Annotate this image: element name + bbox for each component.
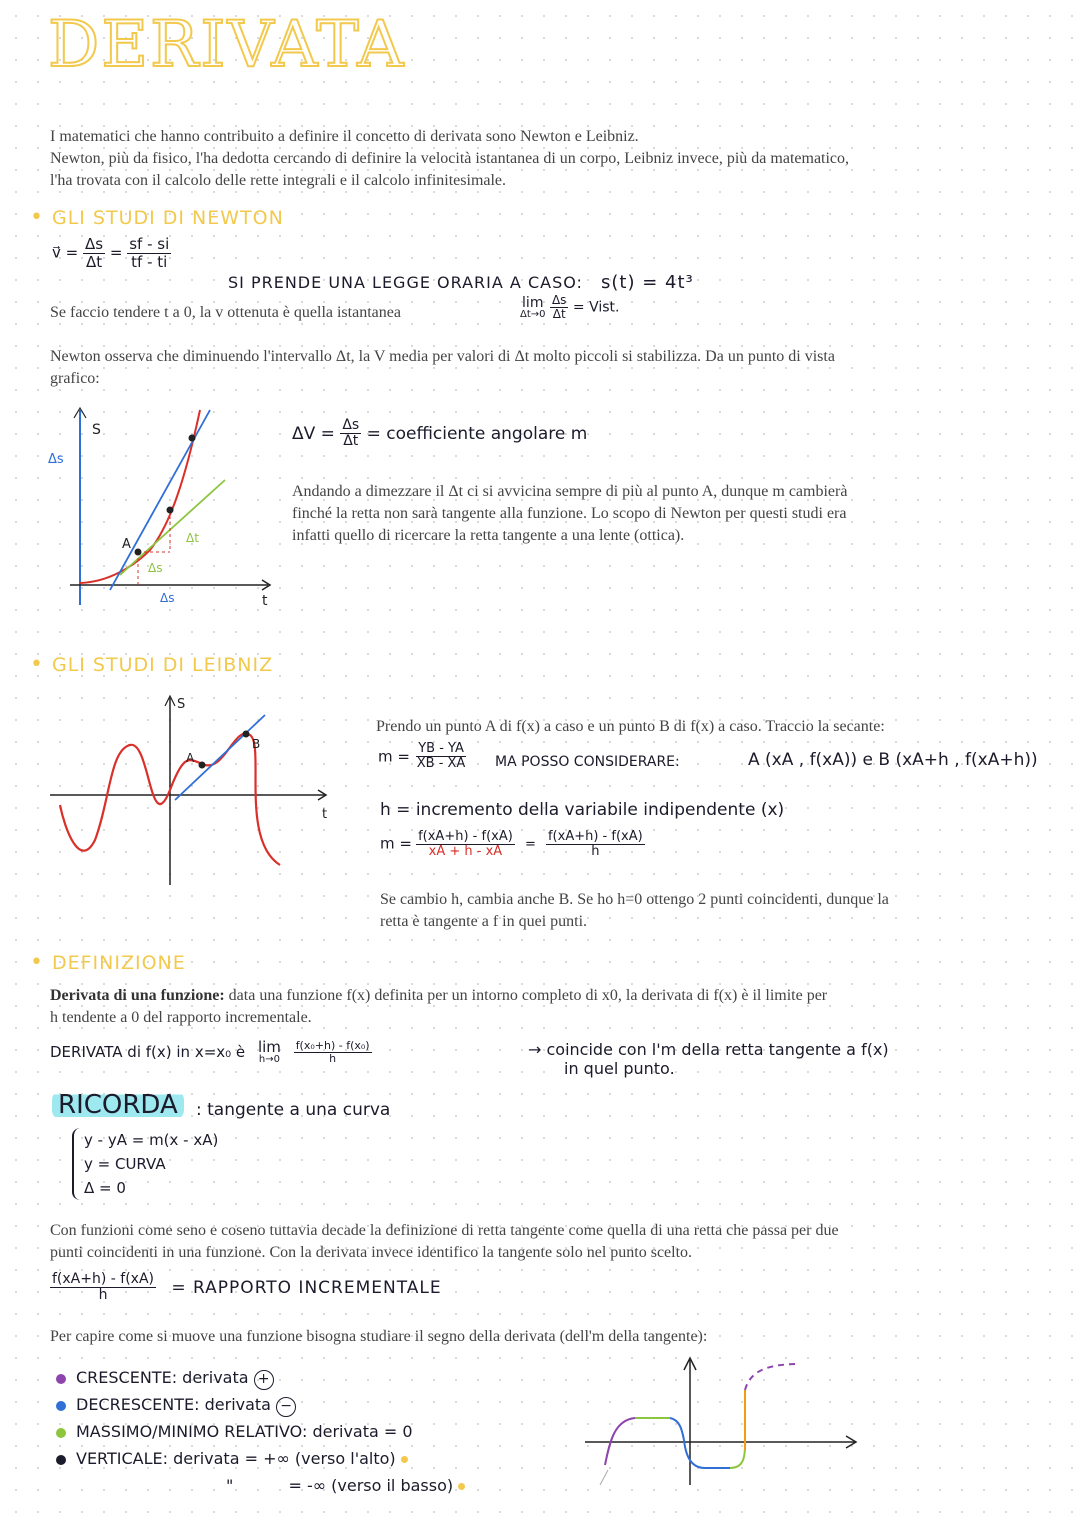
heading-text: DEFINIZIONE — [51, 952, 186, 974]
h-def-text: h = incremento della variabile indipendente (x) — [380, 800, 785, 820]
list-item — [56, 1445, 475, 1472]
tangent-system — [72, 1128, 218, 1200]
verticale-note: (verso l'alto) — [294, 1449, 396, 1468]
axis-label-t: t — [262, 593, 268, 609]
axis-label-s: S — [177, 697, 186, 712]
derivata-text: DERIVATA di f(x) in x=x₀ è — [50, 1043, 246, 1062]
legge-oraria — [228, 272, 694, 293]
axis-label-s: S — [92, 422, 101, 438]
list-item — [56, 1364, 475, 1391]
ricorda-label: RICORDA — [52, 1090, 184, 1120]
dimezzare-paragraph — [292, 481, 1012, 547]
list-item — [56, 1418, 475, 1445]
heading-text: GLI STUDI DI NEWTON — [51, 207, 284, 229]
label-dt: Δt — [186, 531, 199, 545]
flat-segment — [730, 1445, 745, 1468]
coincide-note — [528, 1040, 1063, 1078]
osserva-line: grafico: — [50, 370, 100, 387]
label-a: A — [186, 751, 195, 765]
verticale2-note: (verso il basso) — [331, 1476, 454, 1495]
point-b — [243, 731, 250, 738]
m3-fraction: $\frac{f(xA+h) - f(xA)}{h}$ — [547, 829, 643, 860]
verticale-value: derivata = +∞ — [173, 1449, 290, 1468]
derivata-formula — [50, 1040, 372, 1065]
plus-circle-icon: + — [254, 1370, 274, 1390]
verticale2-value: = -∞ — [288, 1476, 327, 1495]
list-item — [56, 1472, 475, 1499]
tick-mark — [600, 1470, 608, 1485]
h-definition — [380, 800, 784, 820]
definizione-text: data una funzione f(x) definita per un intorno completo di x0, la derivata di f(x) è il limite per — [224, 987, 828, 1004]
dim-line: Andando a dimezzare il Δt ci si avvicina sempre di più al punto A, dunque m cambierà — [292, 483, 848, 500]
bullet-dot — [56, 1428, 66, 1438]
label-a: A — [122, 537, 131, 552]
label-ds-bottom: Δs — [160, 591, 175, 605]
massimo-value: derivata = 0 — [312, 1422, 413, 1441]
definizione-line: h tendente a 0 del rapporto incrementale. — [50, 1009, 312, 1026]
legge-text: SI PRENDE UNA LEGGE ORARIA A CASO: — [228, 273, 583, 292]
intro-paragraph — [50, 126, 1050, 192]
point-a — [135, 549, 142, 556]
m-fraction: $\frac{YB - YA}{XB - XA}$ — [416, 741, 466, 772]
verticale-label: VERTICALE: — [76, 1449, 169, 1468]
section-heading-leibniz — [30, 652, 273, 677]
cambio-paragraph — [380, 889, 1040, 933]
lim-sub: h→0 — [258, 1054, 280, 1066]
label-b: B — [252, 737, 261, 751]
fraction-sf-tf: $\frac{sf - si}{tf - ti}$ — [129, 235, 170, 271]
system-line: y - yA = m(x - xA) — [84, 1131, 219, 1149]
decreasing-segment — [670, 1418, 684, 1440]
point-top — [189, 435, 196, 442]
ma-posso: MA POSSO CONSIDERARE: — [495, 754, 680, 770]
system-line: Δ = 0 — [84, 1179, 126, 1197]
equals-sign: = — [524, 837, 536, 853]
prendo-line: Prendo un punto A di f(x) a caso e un punto B di f(x) a caso. Traccio la secante: — [376, 718, 885, 735]
rapporto-fraction: $\frac{f(xA+h) - f(xA)}{h}$ — [52, 1271, 154, 1304]
m2-fraction: $\frac{f(xA+h) - f(xA)}{xA + h - xA}$ — [418, 829, 513, 860]
intro-line: l'ha trovata con il calcolo delle rette integrali e il calcolo infinitesimale. — [50, 172, 507, 189]
yellow-dot — [401, 1456, 408, 1463]
label-ds-left: Δs — [48, 452, 64, 467]
funzioni-paragraph — [50, 1220, 1060, 1264]
legge-formula: s(t) = 4t³ — [601, 272, 694, 293]
point-a — [199, 762, 206, 769]
lim-word: lim — [522, 294, 544, 311]
decrescente-label: DECRESCENTE: — [76, 1395, 200, 1414]
yellow-dot — [458, 1483, 465, 1490]
dashed-curve — [745, 1364, 800, 1390]
funzioni-line: punti coincidenti in una funzione. Con la derivata invece identifico la tangente solo nel punto scelto. — [50, 1244, 693, 1261]
funzioni-line: Con funzioni come seno e coseno tuttavia decade la definizione di retta tangente come quella di una retta che passa per due — [50, 1222, 839, 1239]
point-mid — [167, 507, 174, 514]
label-ds-mid: Δs — [148, 561, 163, 575]
definizione-paragraph — [50, 985, 1050, 1029]
lim-sub: Δt→0 — [520, 308, 546, 320]
lim-block — [258, 1040, 281, 1065]
osserva-line: Newton osserva che diminuendo l'intervallo Δt, la V media per valori di Δt molto piccoli si stabilizza. Da un punto di vista — [50, 348, 835, 365]
minus-circle-icon: − — [276, 1397, 296, 1417]
system-line: y = CURVA — [84, 1155, 166, 1173]
section-heading-definizione — [30, 950, 186, 975]
equals-sign: = — [109, 243, 123, 262]
decrescente-value: derivata — [204, 1395, 271, 1414]
dim-line: infatti quello di ricercare la retta tangente a una lente (ottica). — [292, 527, 685, 544]
ricorda-text: : tangente a una curva — [196, 1100, 391, 1120]
dim-line: finché la retta non sarà tangente alla funzione. Lo scopo di Newton per questi studi era — [292, 505, 847, 522]
velocity-label: v⃗ = — [52, 243, 79, 262]
coincide-line: in quel punto. — [564, 1059, 675, 1078]
dv-formula — [292, 418, 587, 450]
lim-word: lim — [257, 1038, 281, 1057]
cambio-line: retta è tangente a f in quei punti. — [380, 913, 588, 930]
lim-block — [520, 296, 546, 320]
crescente-label: CRESCENTE: — [76, 1368, 178, 1387]
fraction-ds-dt: $\frac{\Delta s}{\Delta t}$ — [85, 235, 104, 271]
bullet-dot — [56, 1455, 66, 1465]
dv-text: = coefficiente angolare m — [366, 423, 588, 444]
vist: = Vist. — [572, 299, 620, 316]
segno-line: Per capire come si muove una funzione bisogna studiare il segno della derivata (dell'm della tangente): — [50, 1328, 708, 1345]
lim-fraction: $\frac{\text{f(x₀+h) - f(x₀)}}{h}$ — [295, 1039, 370, 1066]
ditto-mark: " — [226, 1476, 234, 1495]
tendere-line: Se faccio tendere t a 0, la v ottenuta è quella istantanea — [50, 304, 401, 321]
lim-fraction: $\frac{\Delta s}{\Delta t}$ — [551, 293, 567, 322]
cambio-line: Se cambio h, cambia anche B. Se ho h=0 ottengo 2 punti coincidenti, dunque la — [380, 891, 889, 908]
bullet-dot — [56, 1374, 66, 1384]
coincide-line: → coincide con l'm della retta tangente a f(x) — [528, 1040, 889, 1059]
heading-text: GLI STUDI DI LEIBNIZ — [51, 654, 274, 676]
osserva-paragraph — [50, 346, 1050, 390]
tangent-line — [120, 480, 225, 575]
m2-label: m = — [380, 834, 412, 853]
crescente-value: derivata — [182, 1368, 249, 1387]
leibniz-graph — [40, 690, 340, 890]
dv-label: ΔV = — [292, 423, 335, 444]
list-item — [56, 1391, 475, 1418]
sign-graph — [580, 1350, 870, 1490]
rapporto-text: = RAPPORTO INCREMENTALE — [171, 1277, 442, 1298]
rapporto-incrementale — [50, 1272, 442, 1304]
intro-line: Newton, più da fisico, l'ha dedotta cercando di definire la velocità istantanea di un corpo, Leibniz invece, più da matematico, — [50, 150, 850, 167]
m2-formula — [380, 830, 645, 860]
newton-graph — [40, 400, 290, 615]
velocity-formula — [52, 236, 171, 270]
limit-vist — [520, 294, 619, 321]
decreasing-segment — [684, 1440, 730, 1468]
definizione-bold: Derivata di una funzione: — [50, 987, 225, 1004]
derivative-sign-list — [56, 1364, 475, 1499]
axis-label-t: t — [322, 807, 328, 822]
points-ab: A (xA , f(xA)) e B (xA+h , f(xA+h)) — [748, 750, 1038, 770]
page-title: DERIVATA — [48, 8, 406, 82]
massimo-label: MASSIMO/MINIMO RELATIVO: — [76, 1422, 308, 1441]
bullet-dot — [56, 1401, 66, 1411]
intro-line: I matematici che hanno contribuito a definire il concetto di derivata sono Newton e Leibniz. — [50, 128, 639, 145]
m-label: m = — [378, 747, 410, 766]
dv-fraction: $\frac{\Delta s}{\Delta t}$ — [342, 417, 360, 450]
section-heading-newton — [30, 205, 284, 230]
m-formula — [378, 742, 467, 772]
